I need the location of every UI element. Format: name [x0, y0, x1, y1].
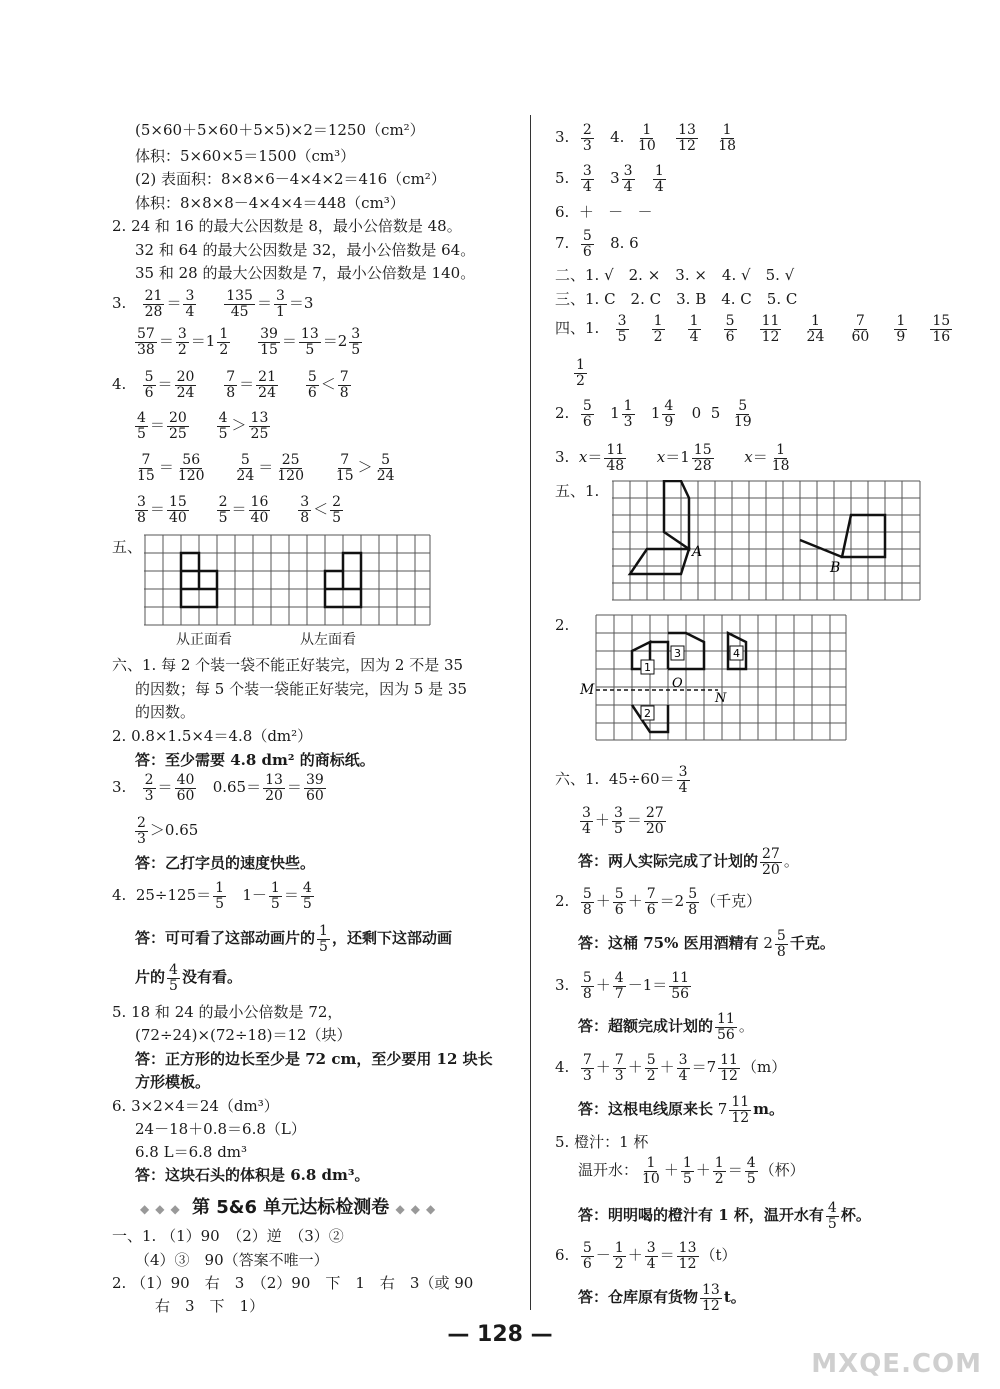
math-line: $\frac{2}{3}$ ＞0.65: [137, 814, 199, 847]
watermark: MXQE.COM: [811, 1349, 982, 1379]
section-label: 五、1.: [555, 482, 600, 500]
text-line: (5×60＋5×60＋5×5)×2＝1250（cm²）: [135, 121, 425, 139]
text-line: 2. （1）90 右 3 （2）90 下 1 右 3（或 90: [112, 1274, 474, 1292]
answer-line: 答：明明喝的橙汁有 1 杯，温开水有 $\frac{4}{5}$ 杯。: [578, 1199, 871, 1232]
math-line: $\frac{7}{15}$ ＝ $\frac{56}{120}$ $\frac{5}{24}$ ＝ $\frac{25}{120}$ $\frac{7}{15}$ ＞ $\frac{5}{24}$: [137, 451, 395, 484]
math-line: 四、1. $\frac{3}{5}$ $\frac{1}{2}$ $\frac{1}{4}$ $\frac{5}{6}$ $\frac{11}{12}$ $\frac{1}{24}$ $\frac{7}{60}$ $\frac{1}{9}$ $\frac{15}{16}$: [555, 312, 951, 345]
math-line: 6. $\frac{5}{6}$ － $\frac{1}{2}$ ＋ $\frac{3}{4}$ ＝ $\frac{13}{12}$ （t）: [555, 1239, 737, 1272]
math-line: 六、1. 45÷60＝ $\frac{3}{4}$: [555, 763, 688, 796]
answer-line: 答：正方形的边长至少是 72 cm，至少要用 12 块长: [135, 1050, 493, 1068]
text-line: 6. 3×2×4＝24（dm³）: [112, 1097, 279, 1115]
text-line: 2. 24 和 16 的最大公因数是 8，最小公倍数是 48。: [112, 217, 462, 235]
answer-text: 答：可可看了这部动画片的: [135, 929, 316, 947]
label-M: M: [580, 682, 595, 698]
text-line: (2) 表面积：8×8×6－4×4×2＝416（cm²）: [135, 170, 446, 188]
math-line: $\frac{57}{38}$ ＝ $\frac{3}{2}$ ＝1 $\frac{1}{2}$ $\frac{39}{15}$ ＝ $\frac{13}{5}$ ＝2 $\frac{3}{5}$: [137, 325, 361, 358]
text-line: 5. 18 和 24 的最小公倍数是 72，: [112, 1003, 343, 1021]
answer-text: m。: [753, 1100, 785, 1118]
answer-line: 答：这块石头的体积是 6.8 dm³。: [135, 1166, 370, 1184]
text-line: 体积：8×8×8－4×4×4＝448（cm³）: [135, 194, 405, 212]
answer-text: 答：两人实际完成了计划的: [578, 852, 759, 870]
page-number: — 128 —: [447, 1322, 553, 1347]
answer-text: 杯。: [840, 1206, 871, 1224]
answer-text: 答：这根电线原来长: [578, 1100, 714, 1118]
math-line: $\frac{4}{5}$ ＝ $\frac{20}{25}$ $\frac{4}{5}$ ＞ $\frac{13}{25}$: [137, 409, 269, 442]
answer-line: 答：仓库原有货物 $\frac{13}{12}$ t。: [578, 1281, 746, 1314]
math-line: 3. $\frac{5}{8}$ ＋ $\frac{4}{7}$ －1＝ $\frac{11}{56}$: [555, 969, 690, 1002]
math-line: 2. $\frac{5}{8}$ ＋ $\frac{5}{6}$ ＋ $\frac{7}{6}$ ＝2 $\frac{5}{8}$ （千克）: [555, 885, 762, 918]
text-line: 的因数；每 5 个装一袋能正好装完，因为 5 是 35: [135, 680, 468, 698]
section-label: 2.: [555, 616, 570, 634]
math-line: 4. $\frac{5}{6}$ ＝ $\frac{20}{24}$ $\frac{7}{8}$ ＝ $\frac{21}{24}$ $\frac{5}{6}$ ＜ $\frac{7}{8}$: [112, 368, 349, 401]
answer-line: 答：乙打字员的速度快些。: [135, 854, 316, 872]
math-line: 4. 25÷125＝ $\frac{1}{5}$ 1－ $\frac{1}{5}$ ＝ $\frac{4}{5}$: [112, 879, 312, 912]
column-divider: [530, 115, 531, 1310]
math-line: 3. $\frac{21}{28}$ ＝ $\frac{3}{4}$ $\frac{135}{45}$ ＝ $\frac{3}{1}$ ＝3: [112, 287, 314, 320]
answer-text: 没有看。: [181, 968, 242, 986]
math-line: $\frac{1}{2}$: [576, 356, 585, 389]
text-line: (72÷24)×(72÷18)＝12（块）: [135, 1026, 352, 1044]
circle-label: 3: [674, 647, 681, 660]
text-line: 6.8 L＝6.8 dm³: [135, 1143, 248, 1161]
text-line: 二、1. √ 2. × 3. × 4. √ 5. √: [555, 266, 795, 284]
answer-line: 答：两人实际完成了计划的 $\frac{27}{20}$ 。: [578, 845, 799, 878]
answer-text: 答：明明喝的橙汁有 1 杯，温开水有: [578, 1206, 824, 1224]
answer-line: 片的 $\frac{4}{5}$ 没有看。: [135, 961, 242, 994]
math-line: 3. $\frac{2}{3}$ 4. $\frac{1}{10}$ $\frac{13}{12}$ $\frac{1}{18}$: [555, 121, 737, 154]
math-line: 3. x＝ $\frac{11}{48}$ x＝1 $\frac{15}{28}$ x＝ $\frac{1}{18}$: [555, 441, 790, 474]
view-grid: [144, 534, 432, 626]
text-line: 35 和 28 的最大公因数是 7，最小公倍数是 140。: [135, 264, 476, 282]
section-label: 五、: [112, 538, 143, 556]
answer-line: 答：可可看了这部动画片的 $\frac{1}{5}$ ，还剩下这部动画: [135, 922, 452, 955]
answer-line: 答：这桶 75% 医用酒精有 2 $\frac{5}{8}$ 千克。: [578, 927, 835, 960]
label-O: O: [672, 676, 683, 691]
text-line: 5. 橙汁：1 杯: [555, 1133, 649, 1151]
text-line: 一、1. （1）90 （2）逆 （3）②: [112, 1227, 344, 1245]
text: 温开水：: [578, 1161, 639, 1179]
math-line: 2. $\frac{5}{6}$ 1 $\frac{1}{3}$ 1 $\frac{4}{9}$ 0 5 $\frac{5}{19}$: [555, 397, 752, 430]
text-line: 体积：5×60×5＝1500（cm³）: [135, 147, 356, 165]
text-line: 的因数。: [135, 703, 196, 721]
text-line: 六、1. 每 2 个装一袋不能正好装完，因为 2 不是 35: [112, 656, 464, 674]
math-line: 5. $\frac{3}{4}$ 3 $\frac{3}{4}$ $\frac{1}{4}$: [555, 162, 664, 195]
label-N: N: [715, 691, 727, 706]
text-line: 三、1. C 2. C 3. B 4. C 5. C: [555, 290, 798, 308]
circle-label: 2: [644, 707, 651, 720]
circle-label: 1: [644, 661, 651, 674]
label-B: B: [830, 560, 841, 576]
label-A: A: [692, 544, 703, 560]
text-line: 2. 0.8×1.5×4＝4.8（dm²）: [112, 727, 313, 745]
circle-label: 4: [733, 647, 740, 660]
answer-text: 答：超额完成计划的: [578, 1017, 714, 1035]
answer-line: 方形模板。: [135, 1073, 211, 1091]
text-line: （4）③ 90（答案不唯一）: [135, 1251, 329, 1269]
math-line: 7. $\frac{5}{6}$ 8. 6: [555, 227, 639, 260]
answer-text: 片的: [135, 968, 166, 986]
left-view-label: 从左面看: [300, 632, 356, 648]
section-title: ◆◆◆ 第 5&6 单元达标检测卷 ◆◆◆: [140, 1197, 442, 1218]
answer-text: 8. 6: [610, 234, 639, 252]
math-line: 6. ＋ － －: [555, 203, 653, 221]
answer-line: 答：超额完成计划的 $\frac{11}{56}$ 。: [578, 1010, 754, 1043]
answer-line: 答：这根电线原来长 7 $\frac{11}{12}$ m。: [578, 1093, 785, 1126]
answer-text: ，还剩下这部动画: [331, 929, 452, 947]
translation-grid: [612, 480, 922, 602]
front-view-label: 从正面看: [176, 632, 232, 648]
answer-text: 千克。: [789, 934, 835, 952]
symmetry-grid: [578, 614, 850, 742]
math-line: $\frac{3}{8}$ ＝ $\frac{15}{40}$ $\frac{2}{5}$ ＝ $\frac{16}{40}$ $\frac{3}{8}$ ＜ $\frac{2}{5}$: [137, 493, 342, 526]
answer-text: 答：这桶 75% 医用酒精有: [578, 934, 759, 952]
text-line: 24－18＋0.8＝6.8（L）: [135, 1120, 306, 1138]
answer-line: 答：至少需要 4.8 dm² 的商标纸。: [135, 751, 375, 769]
answer-text: t。: [723, 1288, 746, 1306]
math-line: 3. $\frac{2}{3}$ ＝ $\frac{40}{60}$ 0.65＝ $\frac{13}{20}$ ＝ $\frac{39}{60}$: [112, 771, 324, 804]
math-line: 4. $\frac{7}{3}$ ＋ $\frac{7}{3}$ ＋ $\frac{5}{2}$ ＋ $\frac{3}{4}$ ＝7 $\frac{11}{12}$ （m）: [555, 1051, 787, 1084]
text-line: 32 和 64 的最大公因数是 32，最小公倍数是 64。: [135, 241, 476, 259]
answer-text: 答：仓库原有货物: [578, 1288, 699, 1306]
math-line: $\frac{3}{4}$ ＋ $\frac{3}{5}$ ＝ $\frac{27}{20}$: [582, 804, 664, 837]
text-line: 右 3 下 1）: [155, 1297, 265, 1315]
math-line: 温开水： $\frac{1}{10}$ ＋ $\frac{1}{5}$ ＋ $\frac{1}{2}$ ＝ $\frac{4}{5}$ （杯）: [578, 1154, 805, 1187]
